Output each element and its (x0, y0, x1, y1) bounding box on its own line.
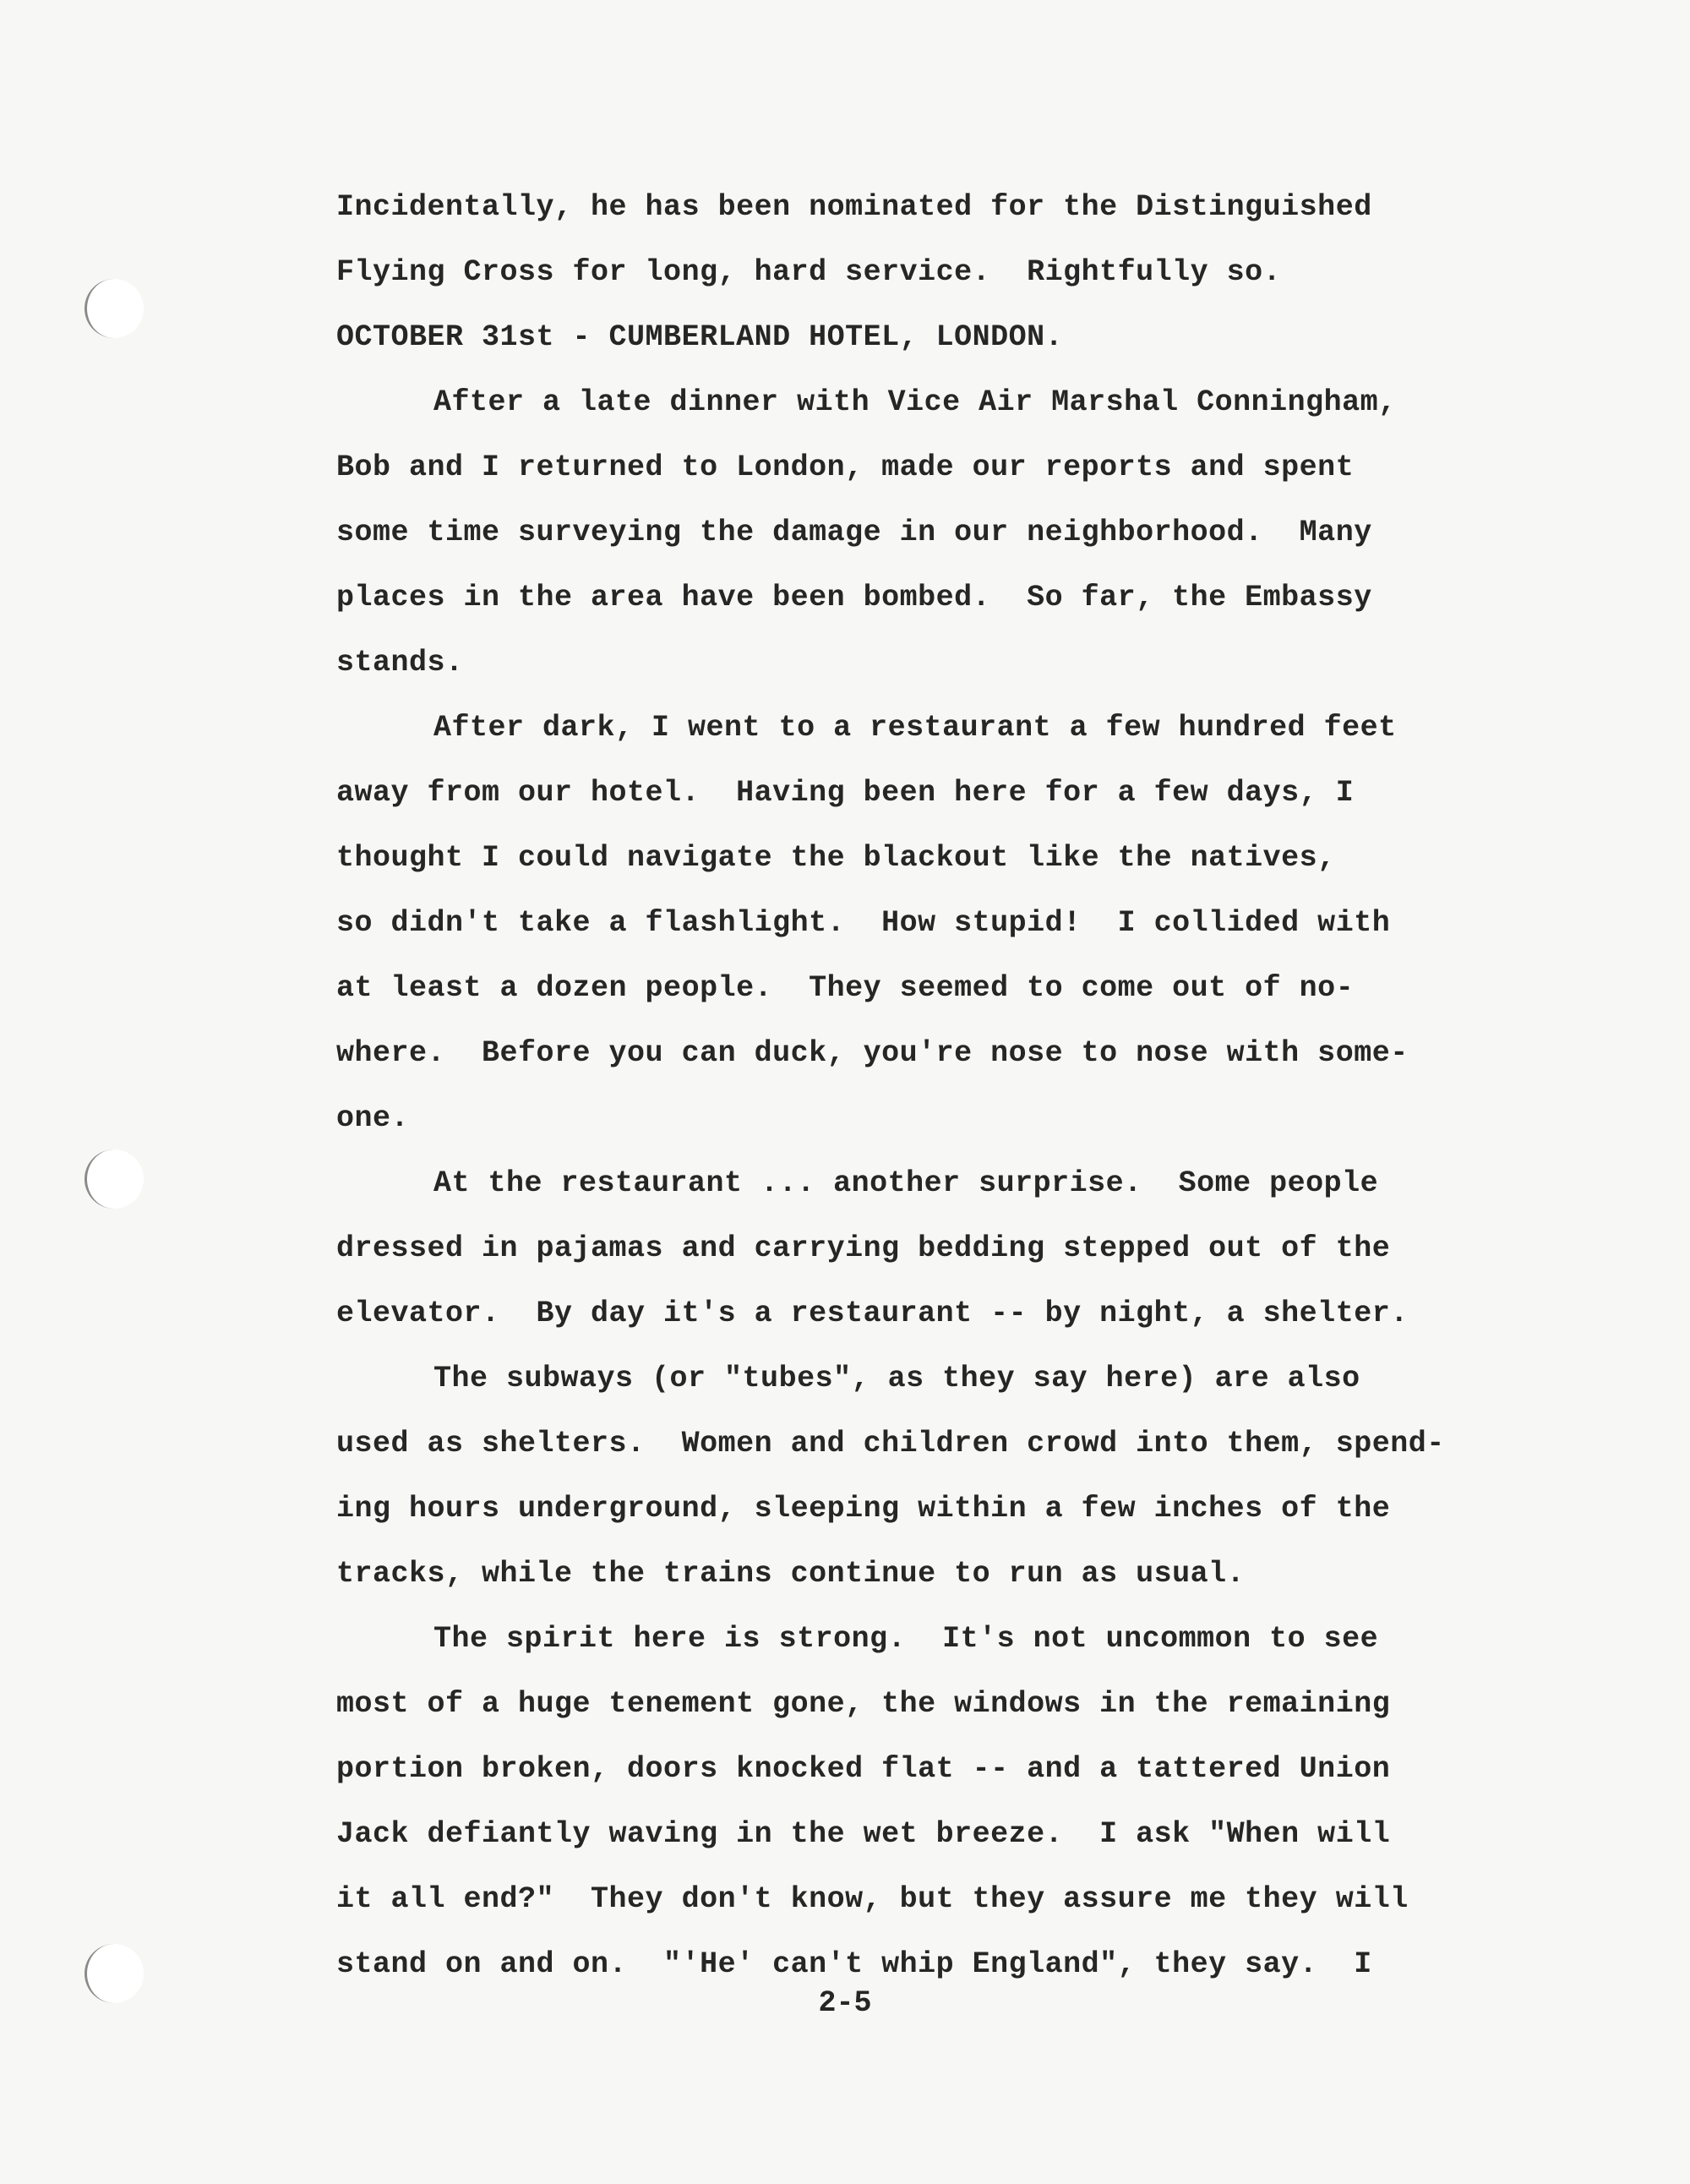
text-line: stand on and on. "'He' can't whip England", they say. I (336, 1947, 1372, 1981)
text-line: The spirit here is strong. It's not uncommon to see (433, 1622, 1379, 1656)
text-line: where. Before you can duck, you're nose to nose with some- (336, 1036, 1409, 1070)
page-number: 2-5 (818, 1986, 872, 2020)
text-line: so didn't take a flashlight. How stupid! I collided with (336, 906, 1391, 940)
text-line: Incidentally, he has been nominated for the Distinguished (336, 190, 1372, 224)
text-line: one. (336, 1101, 410, 1135)
text-line: at least a dozen people. They seemed to come out of no- (336, 971, 1355, 1005)
text-line: At the restaurant ... another surprise. Some people (433, 1166, 1379, 1200)
text-line: tracks, while the trains continue to run as usual. (336, 1557, 1246, 1591)
section-heading: OCTOBER 31st - CUMBERLAND HOTEL, LONDON. (336, 320, 1064, 354)
text-line: away from our hotel. Having been here for a few days, I (336, 776, 1355, 810)
text-line: used as shelters. Women and children crowd into them, spend- (336, 1427, 1445, 1461)
text-line: Flying Cross for long, hard service. Rightfully so. (336, 255, 1282, 289)
text-line: portion broken, doors knocked flat -- and a tattered Union (336, 1752, 1391, 1786)
text-line: elevator. By day it's a restaurant -- by night, a shelter. (336, 1297, 1409, 1330)
text-line: thought I could navigate the blackout like the natives, (336, 841, 1336, 875)
text-line: stands. (336, 646, 464, 680)
text-line: After a late dinner with Vice Air Marshal Conningham, (433, 385, 1397, 419)
text-line: The subways (or "tubes", as they say here) are also (433, 1362, 1360, 1395)
text-line: dressed in pajamas and carrying bedding stepped out of the (336, 1231, 1391, 1265)
binder-hole-middle (84, 1149, 144, 1209)
text-line: ing hours underground, sleeping within a few inches of the (336, 1492, 1391, 1526)
text-line: Jack defiantly waving in the wet breeze. I ask "When will (336, 1817, 1391, 1851)
text-line: some time surveying the damage in our neighborhood. Many (336, 516, 1372, 549)
text-line: Bob and I returned to London, made our reports and spent (336, 450, 1355, 484)
text-line: places in the area have been bombed. So far, the Embassy (336, 581, 1372, 614)
text-line: most of a huge tenement gone, the windows in the remaining (336, 1687, 1391, 1721)
binder-hole-top (84, 279, 144, 338)
text-line: After dark, I went to a restaurant a few hundred feet (433, 711, 1397, 745)
text-line: it all end?" They don't know, but they assure me they will (336, 1882, 1409, 1916)
